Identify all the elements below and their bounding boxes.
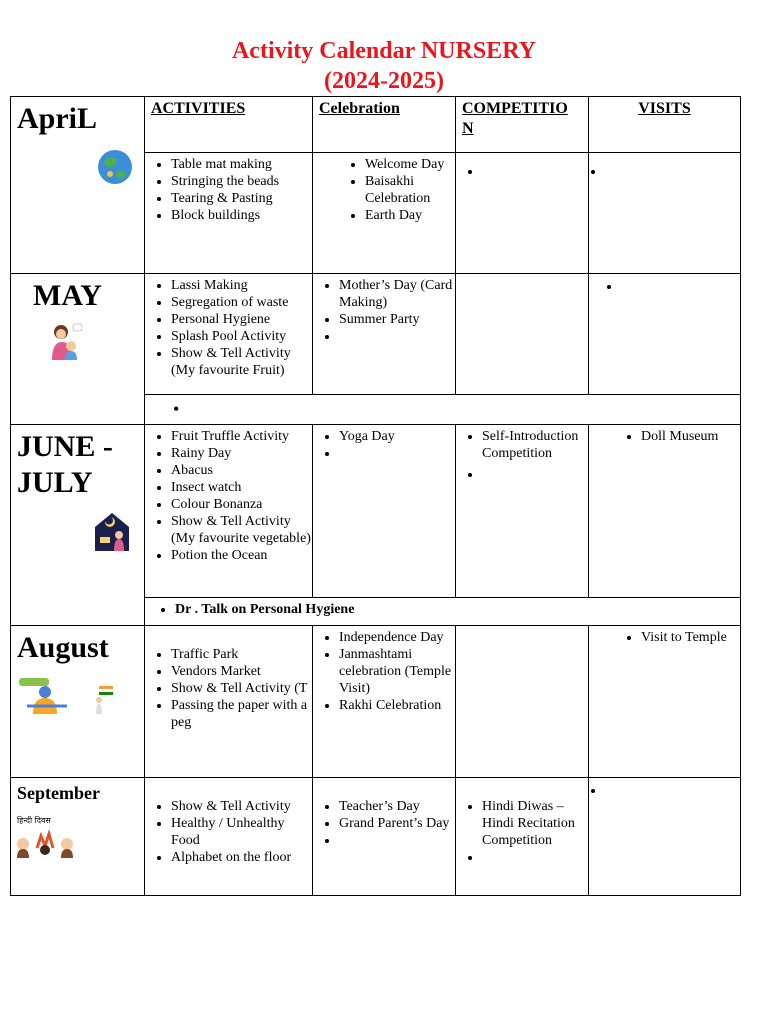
list-item: • Splash Pool Activity <box>171 328 312 345</box>
list-item: • Self-Introduction Competition <box>482 428 588 462</box>
month-cell-june <box>11 425 145 626</box>
list-item: • Rakhi Celebration <box>339 697 455 714</box>
page-title <box>0 36 768 96</box>
june-competition <box>456 425 589 598</box>
list-item: • Mother’s Day (Card Making) <box>339 277 455 311</box>
june-activities <box>145 425 313 598</box>
may-visits <box>589 274 741 395</box>
month-label: MAY <box>33 279 102 312</box>
month-cell-september <box>11 778 145 896</box>
list-item: • Fruit Truffle Activity <box>171 428 312 445</box>
month-cell-april <box>11 97 145 274</box>
list-item: • Stringing the beads <box>171 173 312 190</box>
list-item <box>482 163 588 180</box>
may-activities <box>145 274 313 395</box>
list-item: • Visit to Temple <box>641 629 740 646</box>
list-item <box>605 163 740 180</box>
month-label: JUNE - JULY <box>17 430 113 499</box>
header-visits: VISITS <box>589 97 741 153</box>
june-celebration <box>313 425 456 598</box>
september-row <box>11 778 741 896</box>
april-visits <box>589 153 741 274</box>
list-item: • Show & Tell Activity (T <box>171 680 312 697</box>
list-item: • Janmashtami celebration (Temple Visit) <box>339 646 455 697</box>
september-activities <box>145 778 313 896</box>
august-row <box>11 626 741 778</box>
list-item <box>605 782 740 799</box>
title-line-2: (2024-2025) <box>324 68 444 94</box>
month-label: ApriL <box>17 102 98 135</box>
april-celebration <box>313 153 456 274</box>
earth-icon <box>95 147 135 187</box>
hindi-diwas-caption: हिन्दी दिवस <box>17 816 51 825</box>
april-competition <box>456 153 589 274</box>
list-item: • Yoga Day <box>339 428 455 445</box>
list-item: • Personal Hygiene <box>171 311 312 328</box>
header-activities: ACTIVITIES <box>145 97 313 153</box>
list-item: • Doll Museum <box>641 428 740 445</box>
may-row <box>11 274 741 395</box>
krishna-icon <box>17 676 121 716</box>
header-row <box>11 97 741 153</box>
june-visits <box>589 425 741 598</box>
list-item <box>339 445 455 462</box>
list-item: • Tearing & Pasting <box>171 190 312 207</box>
title-line-1: Activity Calendar NURSERY <box>231 38 537 64</box>
list-item: • Potion the Ocean <box>171 547 312 564</box>
list-item: • Summer Party <box>339 311 455 328</box>
august-celebration <box>313 626 456 778</box>
august-activities <box>145 626 313 778</box>
list-item: • Block buildings <box>171 207 312 224</box>
september-competition <box>456 778 589 896</box>
list-item: • Earth Day <box>365 207 455 224</box>
list-item: • Baisakhi Celebration <box>365 173 455 207</box>
september-celebration <box>313 778 456 896</box>
list-item: • Healthy / Unhealthy Food <box>171 815 312 849</box>
may-celebration <box>313 274 456 395</box>
list-item: • Passing the paper with a peg <box>171 697 312 731</box>
list-item: • Welcome Day <box>365 156 455 173</box>
header-celebration: Celebration <box>313 97 456 153</box>
header-competition: COMPETITIO N <box>456 97 589 153</box>
mother-child-icon <box>49 322 83 362</box>
august-visits <box>589 626 741 778</box>
list-item: • Rainy Day <box>171 445 312 462</box>
list-item: • Show & Tell Activity (My favourite vegetable) <box>171 513 312 547</box>
list-item <box>482 466 588 483</box>
list-item <box>339 832 455 849</box>
eid-icon <box>93 511 131 553</box>
list-item: • Lassi Making <box>171 277 312 294</box>
list-item: • Vendors Market <box>171 663 312 680</box>
list-item: • Colour Bonanza <box>171 496 312 513</box>
month-cell-may <box>11 274 145 425</box>
list-item: • Show & Tell Activity <box>171 798 312 815</box>
month-cell-august <box>11 626 145 778</box>
list-item: • Show & Tell Activity (My favourite Fruit) <box>171 345 312 379</box>
list-item: • Independence Day <box>339 629 455 646</box>
hindi-diwas-icon <box>15 828 77 858</box>
activity-calendar-table <box>10 96 741 896</box>
list-item <box>339 328 455 345</box>
list-item: • Table mat making <box>171 156 312 173</box>
list-item: • Traffic Park <box>171 646 312 663</box>
month-label: August <box>17 631 109 664</box>
list-item <box>621 278 740 295</box>
list-item: • Insect watch <box>171 479 312 496</box>
list-item: • Dr . Talk on Personal Hygiene <box>175 601 710 619</box>
list-item: • Hindi Diwas – Hindi Recitation Competition <box>482 798 588 849</box>
list-item: • Grand Parent’s Day <box>339 815 455 832</box>
list-item: • Alphabet on the floor <box>171 849 312 866</box>
april-activities <box>145 153 313 274</box>
list-item: • Abacus <box>171 462 312 479</box>
list-item <box>482 849 588 866</box>
may-note: • <box>145 395 741 425</box>
list-item: • Segregation of waste <box>171 294 312 311</box>
august-competition <box>456 626 589 778</box>
may-competition <box>456 274 589 395</box>
september-visits <box>589 778 741 896</box>
june-row <box>11 425 741 598</box>
list-item: • Teacher’s Day <box>339 798 455 815</box>
june-note <box>145 598 741 626</box>
month-label: September <box>17 783 100 803</box>
